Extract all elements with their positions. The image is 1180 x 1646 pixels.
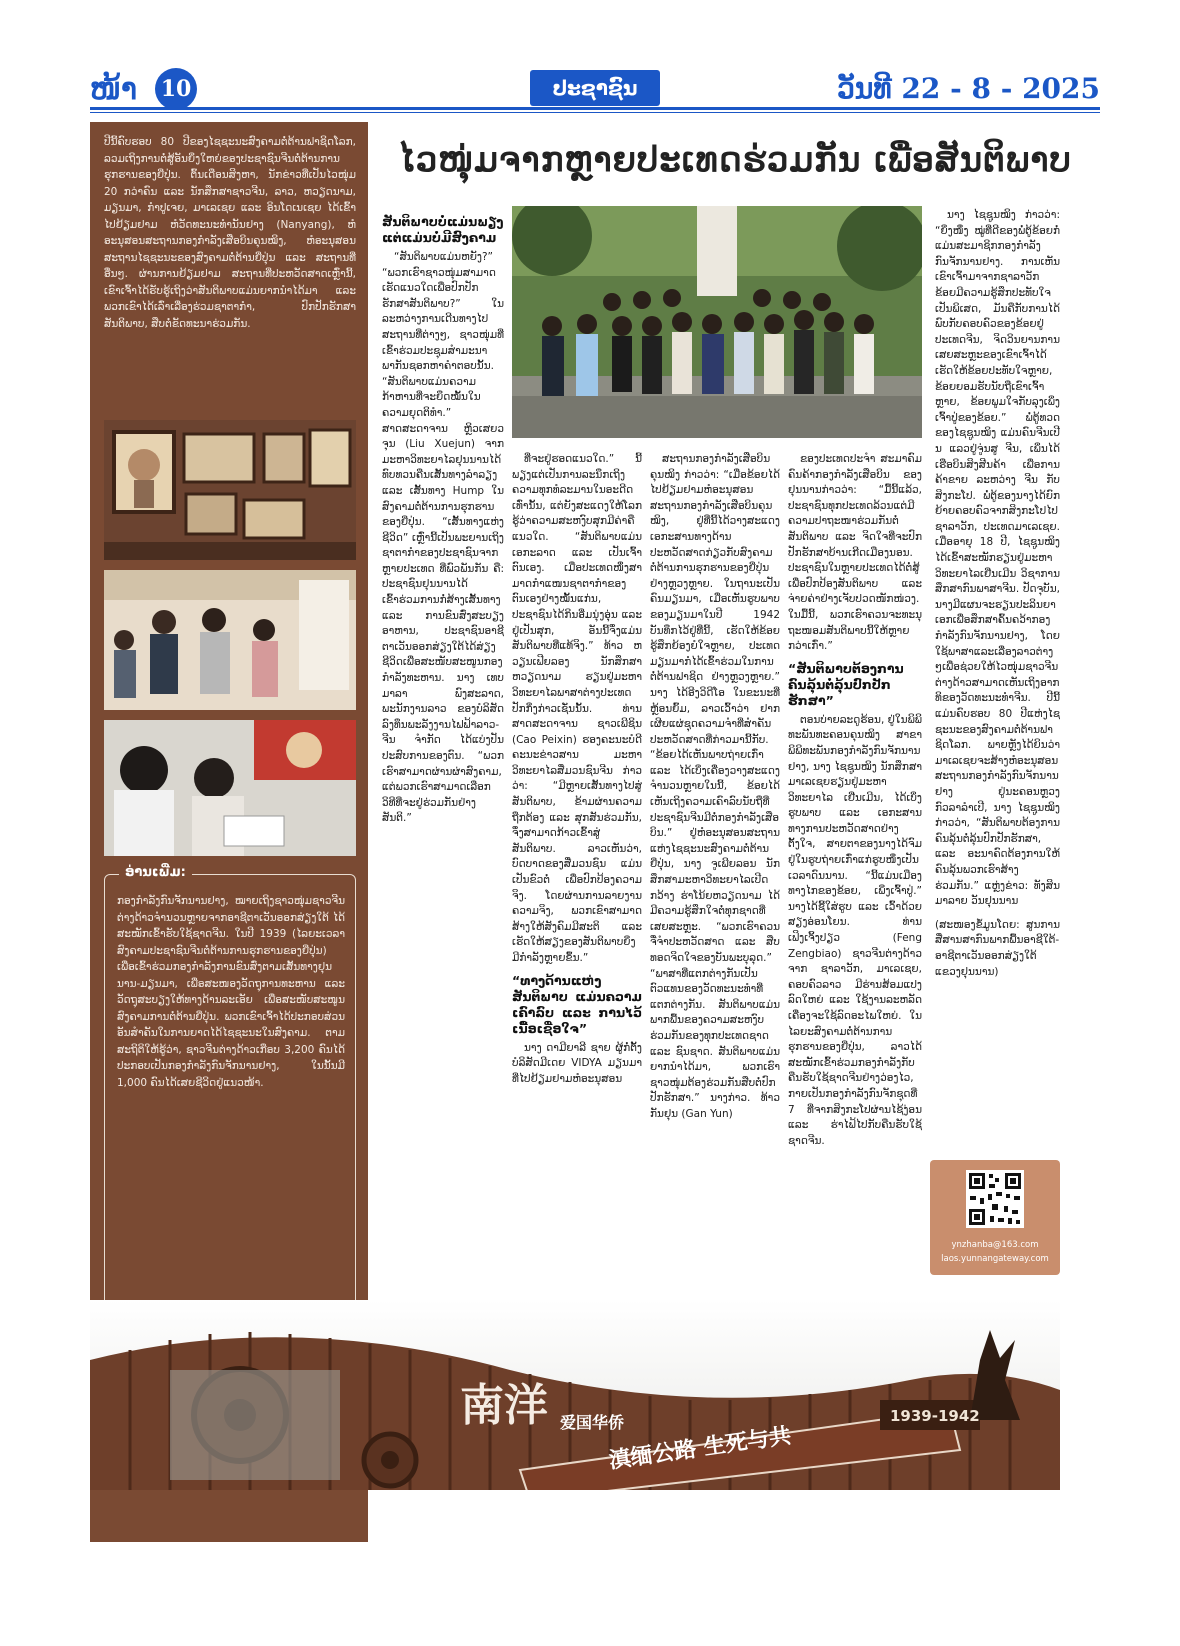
col4-text: ຂອງປະເທດປະຈຳ ສະມາຄົມຄົນຄ້າກອງກຳລັງເສືອບິນ ຂອງຢຸນນານກ່າວວ່າ: “ມື້ນີ້ແລ້ວ, ປະຊາຊົນທຸກປະເທດລ້ວນແຕ່ມີຄວາມປາຖະໜາຮ່ວມກັນຕໍ່ສັນຕິພາບ ແລະ ຈິດໃຈທີ່ຈະປົກປັກຮັກສາບ້ານເກີດເມືອງນອນ. ປະຊາຊົນໃນຫຼາຍປະເທດໄດ້ຕໍ່ສູ້ເພື່ອປົກປ້ອງສັນຕິພາບ ແລະ ຈ່າຍຄ່າຢ່າງເຈັບປວດໜັກໜ່ວງ. ໃນມື້ນີ້, ພວກເຮົາຄວນຈະທະນຸຖະໜອມສັນຕິພາບນີ້ໃຫ້ຫຼາຍກວ່າເກົ່າ.” <box>788 453 922 653</box>
monument-banner-line1: 爱国华侨 <box>560 1413 625 1432</box>
read-more-title: ອ່ານເພີ່ມ: <box>119 865 192 880</box>
qr-code-icon[interactable] <box>966 1170 1024 1228</box>
contact-box <box>930 1160 1060 1275</box>
group-photo <box>512 206 922 438</box>
sidebar-lead-text: ປີນີ້ຄົບຮອບ 80 ປີຂອງໄຊຊະນະສົງຄາມຕໍ່ຕ້ານຟາຊິດໂລກ, ລວມເຖິງການຕໍ່ສູ້ອັນຍິ່ງໃຫຍ່ຂອງປະຊາຊົນຈີນຕໍ່ຕ້ານການຮຸກຮານຂອງຍີ່ປຸ່ນ. ຕົ້ນເດືອນສິງຫາ, ນັກຂ່າວທີ່ເປັນໄວໜຸ່ມ 20 ກວ່າຄົນ ແລະ ນັກສຶກສາຊາວຈີນ, ລາວ, ຫວຽດນາມ, ມຽນມາ, ກຳປູເຈຍ, ມາເລເຊຍ ແລະ ອິນໂດເນເຊຍ ໄດ້ເຂົ້າໄປຢ້ຽມຢາມ ຫໍວັດທະນະທຳນັນຢາງ (Nanyang), ຫໍອະນຸສອນສະຖານກອງກຳລັງເສືອບິນຄຸນໝິງ, ຫໍອະນຸສອນສະຖານໄຊຊະນະຂອງສົງຄາມຕໍ່ຕ້ານຍີ່ປຸ່ນ ແລະ ສະຖານທີ່ອື່ນໆ. ຜ່ານການຢ້ຽມຢາມ ສະຖານທີ່ປະຫວັດສາດເຫຼົ່ານີ້, ເຂົາເຈົ້າໄດ້ຮັບຮູ້ເຖິງວ່າສັນຕິພາບແມ່ນຍາກນຳໄດ້ມາ ແລະ ພວກເຂົາໄດ້ເລົ່າເລື່ອງຮ່ວມຊາຕາກຳ, ປົກປັກຮັກສາສັນຕິພາບ, ສືບຕໍ່ຂັດທະນາຮ່ວມກັນ. <box>104 136 356 330</box>
issue-date: ວັນທີ 22 - 8 - 2025 <box>837 72 1100 105</box>
monument-big-chars: 南洋 <box>460 1380 548 1431</box>
article-headline: ໄວໜຸ່ມຈາກຫຼາຍປະເທດຮ່ວມກັນ ເພື່ອສັນຕິພາບ <box>398 140 1072 180</box>
vintage-photo-panel <box>170 1370 340 1480</box>
museum-portraits-photo <box>104 420 356 560</box>
contact-email[interactable]: ynzhanba@163.com <box>951 1240 1039 1250</box>
read-more-text: ກອງກຳລັງກົນຈັກນານຢາງ, ໝາຍເຖິງຊາວໜຸ່ມຊາວຈີນຕ່າງດ້າວຈຳນວນຫຼາຍຈາກອາຊີຕາເວັນອອກສ່ຽງໃຕ້ ໄດ້ສະໝັກເຂົ້າຮັບໃຊ້ຊາດຈີນ. ໃນປີ 1939 (ໄລຍະເວລາສົງຄາມປະຊາຊົນຈີນຕໍ່ຕ້ານການຮຸກຮານຂອງຍີ່ປຸ່ນ) ເພື່ອເຂົ້າຮ່ວມກອງກຳລັງການຂົນສົ່ງຕາມເສັ້ນທາງຢຸນນານ-ມຽນມາ, ເພື່ອສະໜອງວັດຖຸການທະຫານ ແລະ ວັດຖຸສະບຽງໃຫ້ທາງດ້ານລະເອັຍ ເພື່ອສະໜັບສະໜູນສົງຄາມການຕໍ່ຕ້ານຍີ່ປຸ່ນ. ພວກເຂົາເຈົ້າໄດ້ປະກອບສ່ວນອັນສຳຄັນໃນການຍາດໄດ້ໄຊຊະນະໃນສົງຄາມ. ຕາມສະຖິຕິໃຫ້ຮູ້ວ່າ, ຊາວຈີນຕ່າງດ້າວເກືອບ 3,200 ຄົນໄດ້ປະກອບເປັນກອງກຳລັງກົນຈັກນານຢາງ, ໃນນັ້ນມີ 1,000 ຄົນໄດ້ເສຍຊີວິດຢູ່ແນວໜ້າ. <box>117 895 345 1089</box>
page-label: ໜ້າ <box>90 72 138 107</box>
reading-visitor-illustration <box>104 720 356 856</box>
monument-illustration <box>90 1300 1060 1490</box>
group-photo-illustration <box>512 206 922 438</box>
exhibition-visitors-photo <box>104 570 356 710</box>
exhibition-visitors-illustration <box>104 570 356 710</box>
header-rule-thin <box>90 112 1100 113</box>
col1-text: “ສັນຕິພາບແມ່ນຫຍັງ?” “ພວກເຮົາຊາວໜຸ່ມສາມາດເຮັດແນວໃດເພື່ອປົກປັກຮັກສາສັນຕິພາບ?” ໃນລະຫວ່າງການເດີນທາງໄປສະຖານທີ່ຕ່າງໆ, ຊາວໜຸ່ມທີ່ເຂົ້າຮ່ວມປະຊຸມສຳມະນາພາກັນຊອກຫາຄຳຕອບນັ້ນ. “ສັນຕິພາບແມ່ນຄວາມກ້າຫານທີ່ຈະຍຶດໝັ້ນໃນຄວາມຍຸດຕິທຳ.” ສາດສະດາຈານ ຫຼິວເສຍວຈຸນ (Liu Xuejun) ຈາກມະຫາວິທະຍາໄລຢຸນນານໄດ້ທົບທວນຄືນເສັ້ນທາງລຳລຽງ ແລະ ເສັ້ນທາງ Hump ໃນສົງຄາມຕໍ່ຕ້ານການຮຸກຮານຂອງຍີ່ປຸ່ນ. “ເສັ້ນທາງແຫ່ງຊີວິດ” ເຫຼົ່ານີ້ເປັນພະຍານເຖິງຊາຕາກຳຂອງປະຊາຊົນຈາກຫຼາຍປະເທດ ທີ່ພົວພັນກັນ ຄື: ປະຊາຊົນຢຸນນານໄດ້ເຂົ້າຮ່ວມການກໍ່ສ້າງເສັ້ນທາງ ແລະ ການຂົນສົ່ງສະບຽງອາຫານ, ປະຊາຊົນອາຊີຕາເວັນອອກສ່ຽງໃຕ້ໄດ້ສ່ຽງຊີວິດເພື່ອສະໜັບສະໜູນກອງກຳລັງທະຫານ. ນາງ ເທບມາລາ ພົງສະລາດ, ພະນັກງານລາວ ຂອງບໍລິສັດລົງທຶນພະລັງງານໄຟຟ້າລາວ-ຈີນ ຈຳກັດ ໄດ້ແບ່ງປັນປະສົບການຂອງຕົນ. “ພວກເຮົາສາມາດຜ່ານຜ່າສົງຄາມ, ແຕ່ພວກເຮົາສາມາດເລືອກວິທີທີ່ຈະຢູ່ຮ່ວມກັນຢ່າງສັນຕິ.” <box>382 251 504 825</box>
contact-website[interactable]: laos.yunnangateway.com <box>941 1254 1049 1264</box>
reading-visitor-photo <box>104 720 356 856</box>
col2-subhead: “ທາງດ້ານແຫ່ງສັນຕິພາບ ແມ່ນຄວາມເຄົາລົບ ແລະ ການໄວ້ເນື້ອເຊື່ອໃຈ” <box>512 972 642 1036</box>
article-column-1 <box>382 208 504 1298</box>
article-column-2 <box>512 452 642 1298</box>
col3-text: ສະຖານກອງກຳລັງເສືອບິນຄຸນໝິງ ກ່າວວ່າ: “ເມື່ອຂ້ອຍໄດ້ໄປຢ້ຽມຢາມຫໍອະນຸສອນສະຖານກອງກຳລັງເສືອບິນຄຸນໝິງ, ຢູ່ທີ່ນີ້ໄດ້ວາງສະແດງເອກະສານທາງດ້ານປະຫວັດສາດກ່ຽວກັບສົງຄາມຕໍ່ຕ້ານການຮຸກຮານຂອງຍີ່ປຸ່ນຢ່າງຫຼວງຫຼາຍ. ໃນຖານະເປັນຄົນມຽນມາ, ເມື່ອເຫັນຮູບພາບຂອງມຽນມາໃນປີ 1942 ບັນທຶກໄວ້ຢູ່ທີ່ນີ້, ເຮັດໃຫ້ຂ້ອຍຮູ້ສຶກຍ້ອງຍໍໃຈຫຼາຍ, ປະເທດມຽນມາກໍໄດ້ເຂົ້າຮ່ວມໃນການຕໍ່ຕ້ານຟາຊິດ ຢ່າງຫຼວງຫຼາຍ.” ນາງ ໄດ້ອີງວິດີໂອ ໃນຂະນະທີ່ຫຼ້ອນຍົ້ມ, ລາວເວົ້າວ່າ ຢາກເຜີຍແຜ່ຊຸດຄວາມຈຳທີ່ສຳຄັນ ປະຫວັດສາດທີ່ກ່າວມານີ້ກັບ. “ຂ້ອຍໄດ້ເຫັນພາບຖ່າຍເກົ່າ ແລະ ໄດ້ເບິ່ງເຄື່ອງວາງສະແດງຈຳນວນຫຼາຍໃນນີ້, ຂ້ອຍໄດ້ເຫັນເຖິງຄວາມເຄົາລົບນັບຖືທີ່ປະຊາຊົນຈີນມີຕໍ່ກອງກຳລັງເສືອບິນ.” ຢູ່ຫໍອະນຸສອນສະຖານແຫ່ງໄຊຊະນະສົງຄາມຕໍ່ຕ້ານຍີ່ປຸ່ນ, ນາງ ຈູເພີຍລອນ ນັກສຶກສາມະຫາວິທະຍາໄລເປີດກວ້າງ ຮ່າໂນ້ຍຫວຽດນາມ ໄດ້ມີຄວາມຮູ້ສຶກໃຈຕໍ່ທຸກຊາດທີ່ເສຍສະຫຼະ. “ພວກເຮົາຄວນຈື່ຈຳປະຫວັດສາດ ແລະ ສືບທອດຈິດໃຈຂອງບັນພະບຸລຸດ.” “ພາສາທີ່ແຕກຕ່າງກັນເປັນຕົວແທນຂອງວັດທະນະທຳທີ່ແຕກຕ່າງກັນ. ສັນຕິພາບແມ່ນພາກພື້ນຂອງຄວາມສະຫງົບຮ່ວມກັນຂອງທຸກປະເທດຊາດ ແລະ ຊົນຊາດ. ສັນຕິພາບແມ່ນຍາກນຳໄດ້ມາ, ພວກເຮົາຊາວໜຸ່ມຕ້ອງຮ່ວມກັນສືບຕໍ່ປົກປັກຮັກສາ.” ນາງກ່າວ. ທ້າວ ກັນຢຸນ (Gan Yun) <box>650 453 780 1120</box>
header-rule <box>90 107 1100 110</box>
col2-text2: ນາງ ດາມີຍາລີ ຊາຍ ຜູ້ກໍ່ຕັ້ງບໍລິສັດມີເດຍ VIDYA ມຽນມາ ທີ່ໄປຢ້ຽມຢາມຫໍອະນຸສອນ <box>512 1041 642 1085</box>
col5-text: ນາງ ໄຊຊູນໝິງ ກ່າວວ່າ: “ຍິ່ງໜຶ່ງ ໝູ່ທີ່ດີຂອງພໍ່ຕູ້ຂ້ອຍກໍ່ແມ່ນສະມາຊິກກອງກຳລັງກົນຈັກນານຢາງ. ການເຫັນເຂົາເຈົ້າມາຈາກຊາລາວັກ ຂ້ອຍມີຄວາມຮູ້ສຶກປະທັບໃຈເປັນພິເສດ, ມັນຄືກັບການໄດ້ພົບກັບຄອບຄົວຂອງຂ້ອຍຢູ່ປະເທດຈີນ, ຈິດວິນຍານການເສຍສະຫຼະຂອງເຂົາເຈົ້າໄດ້ເຮັດໃຫ້ຂ້ອຍປະທັບໃຈຫຼາຍ, ຂ້ອຍຍອມຮັບນັບຖືເຂົາເຈົ້າຫຼາຍ, ຂ້ອຍພູມໃຈກັບລຸງເພິ່ງເຈົ້າປູ່ຂອງຂ້ອຍ.” ພໍ່ຕູ້ທວດຂອງໄຊຊູນໝິງ ແມ່ນຄົນຈີນເປີນ ແລວຢູ່ຈູ່ນສູ ຈີນ, ເພິ່ນໄດ້ເຮືອບິນສິງສີນຄ້າ ເພື່ອການຄ້າຂາຍ ລະຫວ່າງ ຈີນ ກັບ ສິງກະໂປ. ພໍ່ຕູ້ຂອງນາງໄດ້ຍົກຍ້າຍຄອບຄົວຈາກສິງກະໂປໄປຊາລາວັກ, ປະເທດມາເລເຊຍ. ເມື່ອອາຍຸ 18 ປີ, ໄຊຊູນໝິງ ໄດ້ເຂົ້າສະໝັກຮຽນຢູ່ມະຫາວິທະຍາໄລເຢີ່ນເມີນ ວິຊາການສຶກສາກົນພາສາຈີນ. ປັດຈຸບັນ, ນາງມີແຜນຈະຮຽນປະລິນຍາເອກເພື່ອສຶກສາຄົ້ນຄວ້າກອງກຳລັງກົນຈັກນານຢາງ, ໂດຍໃຊ້ພາສາແລະເລື່ອງລາວຕ່າງໆເພື່ອຊ່ວຍໃຫ້ໄວໜຸ່ມຊາວຈີນຕ່າງດ້າວສາມາດເຫັນເຖິງອາກທິຂອງວັດທະນະທຳຈີນ. ປີນີ້ແມ່ນຄົບຮອບ 80 ປີແຫ່ງໄຊຊະນະຂອງສົງຄາມຕໍ່ຕ້ານຟາຊິດໂລກ. ພາຍຫຼັງໄດ້ຍິນວ່າມາເລເຊຍຈະສ້າງຫໍອະນຸສອນສະຖານກອງກຳລັງກົນຈັກນານຢາງ ຢູ່ນະຄອນຫຼວງກົວລາລຳເປີ, ນາງ ໄຊຊູນໝິງ ກ່າວວ່າ, “ສັນຕິພາບຕ້ອງການຄົນລຸ້ນຕໍ່ລຸ້ນປົກປັກຮັກສາ, ແລະ ອະນາຄົດຕ້ອງການໃຫ້ຄົນລຸ້ນພວກເຮົາສ້າງຮ່ວມກັນ.” ແຫຼ່ງຂ່າວ: ທັງສິນມາລາຍ ວັນຢຸນນານ <box>935 209 1060 908</box>
qr-code-graphic <box>966 1170 1024 1228</box>
col2-text: ທີ່ຈະຢູ່ຮອດແນວໃດ.” ນີ້ພຽງແຕ່ເປັນການລະນຶກເຖິງຄວາມທຸກທໍລະມານໃນອະດີດເທົ່ານັ້ນ, ແຕ່ຍັງສະແດງໃຫ້ໂລກຮູ້ວ່າຄວາມສະຫງົບສຸກມີຄ່າຄືແນວໃດ. “ສັນຕິພາບແມ່ນເອກະລາດ ແລະ ເປັນເຈົ້າຕົນເອງ. ເມື່ອປະເທດໜຶ່ງສາມາດກຳແໜນຊາຕາກຳຂອງຕົນເອງຢ່າງໝັ້ນແກ່ນ, ປະຊາຊົນໄດ້ກິນອີ່ມນຸ່ງອຸ່ນ ແລະ ຢູ່ເປັນສຸກ, ອັນນີ້ຈຶ່ງແມ່ນສັນຕິພາບທີ່ແທ້ຈິງ.” ທ້າວ ຫວຽນເຟີຍລອງ ນັກສຶກສາຫວຽດນາມ ຮຽນຢູ່ມະຫາວິທະຍາໄລພາສາຕ່າງປະເທດປັກກິ່ງກ່າວເຊັ່ນນັ້ນ. ທ່ານ ສາດສະດາຈານ ຊາວເພີຊິນ (Cao Peixin) ຮອງຄະນະບໍດີຄະນະຂ່າວສານ ມະຫາວິທະຍາໄລສື່ມວນຊົນຈີນ ກ່າວວ່າ: “ມີຫຼາຍເສັ້ນທາງໄປສູ່ສັນຕິພາບ, ຂ້າມຜ່ານຄວາມຖືກຕ້ອງ ແລະ ສຸກສັນຮ່ວມກັນ, ຈຶ່ງສາມາດກ້າວເຂົ້າສູ່ສັນຕິພາບ. ລາວເຫັນວ່າ, ບົດບາດຂອງສື່ມວນຊົນ ແມ່ນເປັນຂົວຕໍ່ ເພື່ອປົກປ້ອງຄວາມຈິງ. ໂດຍຜ່ານການລາຍງານຄວາມຈິງ, ພວກເຂົາສາມາດສ້າງໃຫ້ສັງຄົມມີສະຕິ ແລະ ເຮັດໃຫ້ສຽງຂອງສັນຕິພາບຍິ່ງມີກຳລັງຫຼາຍຂຶ້ນ.” <box>512 453 642 964</box>
article-column-4 <box>788 452 922 1298</box>
article-column-3 <box>650 452 780 1298</box>
page-header <box>0 0 1180 115</box>
page-number-badge: 10 <box>155 68 197 110</box>
col4-subhead: “ສັນຕິພາບຕ້ອງການຄົນລຸ້ນຕໍ່ລຸ້ນປົກປັກຮັກສາ” <box>788 660 904 708</box>
col4-text2: ຕອນບ່າຍລະດູຮ້ອນ, ຢູ່ໃນພິພິທະພັນທະຄອນຄຸນໝິງ ສາຂາພິພິທະພັນກອງກຳລັງກົນຈັກນານຢາງ, ນາງ ໄຊຊູນໝິງ ນັກສຶກສາມາເລເຊຍຮຽນຢູ່ມະຫາວິທະຍາໄລ ເຢີ່ນເມີນ, ໄດ້ເບິ່ງຮູບພາບ ແລະ ເອກະສານທາງການປະຫວັດສາດຢ່າງຕັ້ງໃຈ, ສາຍຕາຂອງນາງໄດ້ຈົມຢູ່ໃນຮູບຖ່າຍເກົ່າແກ່ຮູບໜຶ່ງເປັນເວລາດົນນານ. “ນີ້ແມ່ນເມືອງທາງໄກຂອງຂ້ອຍ, ເພິ່ງເຈົ້າປູ່.” ນາງໄດ້ຊີ້ໃສ່ຮູບ ແລະ ເວົ້າດ້ວຍສຽງອ່ອນໂຍນ. ທ່ານ ເຟິງເຈິ້ງປຽວ (Feng Zengbiao) ຊາວຈີນຕ່າງດ້າວຈາກ ຊາລາວັກ, ມາເລເຊຍ, ຄອບຄົວລາວ ມີຮ່ານສ້ອມແປງລົດໃຫຍ່ ແລະ ໃຊ້ງານລະຫລັດເຄື່ອງຈະໃຊ້ລົດອະໄພໃຫຍ່. ໃນໄລຍະສົງຄາມຕໍ່ຕ້ານການຮຸກຮານຂອງຍີ່ປຸ່ນ, ລາວໄດ້ສະໝັກເຂົ້າຮ່ວມກອງກຳລັງກັບຄືນຮັບໃຊ້ຊາດຈີນຢ່າງວ່ອງໄວ, ກາຍເປັນກອງກຳລັງກົນຈັກຊຸດທີ່ 7 ທີ່ຈາກສິງກະໂປຜ່ານໄຊ້ງ່ອນ ແລະ ຮ່າໄຟ້ໄປກັບຄືນຮັບໃຊ້ຊາດຈີນ. <box>788 713 922 1147</box>
col1-subhead: ສັນຕິພາບບໍ່ແມ່ນພຽງແຕ່ແມ່ນບໍ່ມີສົງຄາມ <box>382 214 504 245</box>
monument-banner-line2: 滇缅公路 生死与共 <box>607 1423 793 1474</box>
col5-credit: (ສະໜອງຂໍ້ມູນໂດຍ: ສູນການສື່ສານສາກົນພາກພື້ນອາຊີໃຕ້-ອາຊີຕາເວັນອອກສ່ຽງໃຕ້ ແຂວງຢຸນນານ) <box>935 918 1060 978</box>
nanyang-monument-photo <box>90 1300 1060 1490</box>
newspaper-masthead: ປະຊາຊົນ <box>530 70 660 106</box>
article-column-5 <box>935 208 1060 1148</box>
monument-years: 1939-1942 <box>890 1407 980 1425</box>
museum-portraits-illustration <box>104 420 356 560</box>
